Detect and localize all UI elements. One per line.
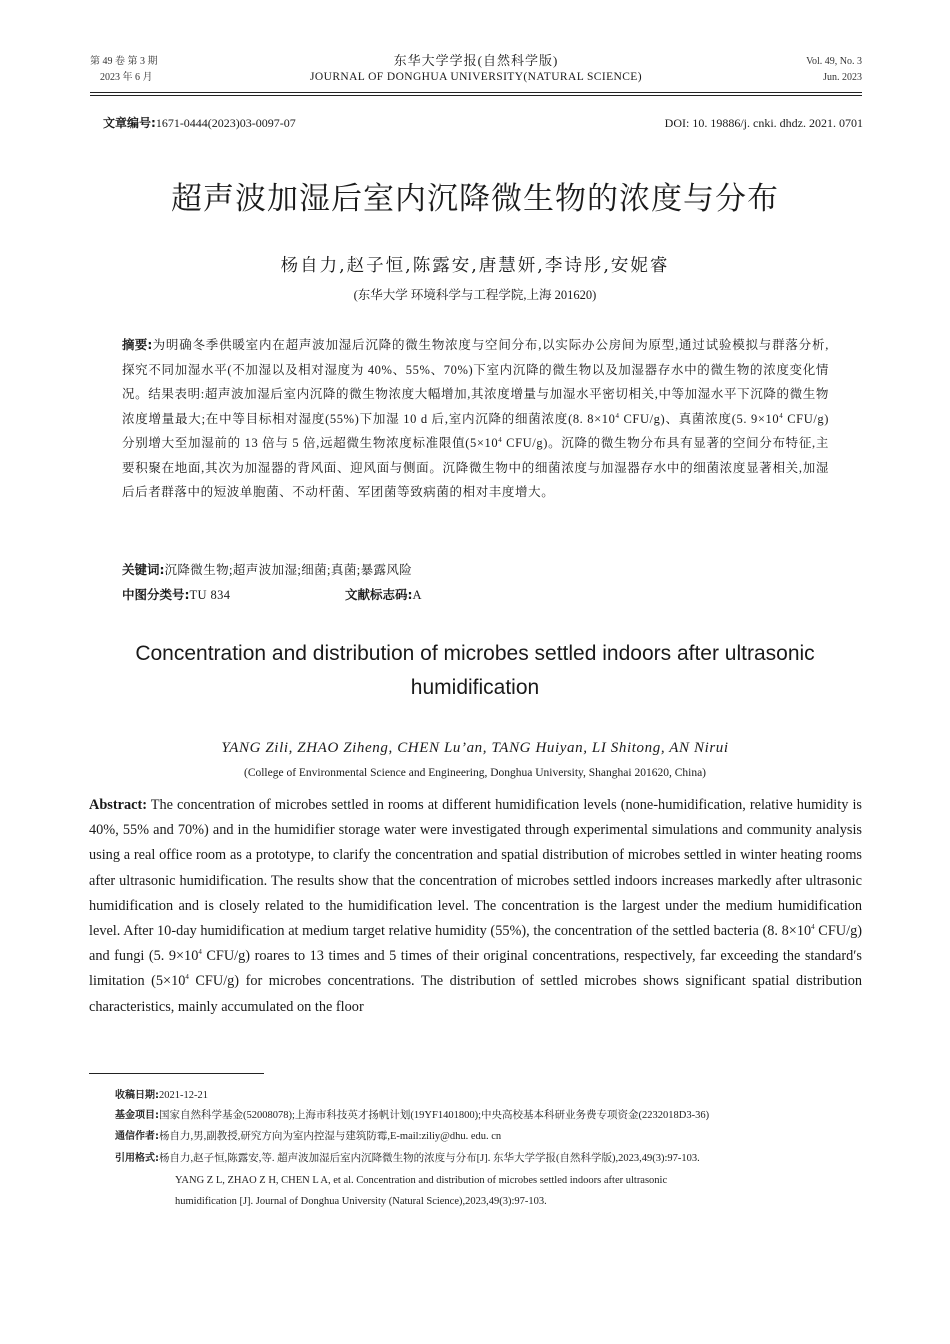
authors-cn: 杨自力,赵子恒,陈露安,唐慧妍,李诗彤,安妮睿 — [280, 256, 670, 276]
exponent: 4 — [779, 411, 784, 420]
exponent: 4 — [498, 435, 503, 444]
date-cn: 2023 年 6 月 — [100, 72, 153, 83]
fund-value: 国家自然科学基金(52008078);上海市科技英才扬帆计划(19YF1401800);中央高校基本科研业务费专项资金(2232018D3-36) — [159, 1110, 710, 1121]
abstract-cn-part3: CFU/g)分别增大至加湿前的 13 倍与 5 倍,远超微生物浓度标准限值(5×10 — [122, 411, 830, 450]
abstract-en-part1: The concentration of microbes settled in rooms at different humidification levels (none-humidification, relative humidity is 40%, 55% and 70%) and in the humidifier storage water were investigated through experimental simulations and community analysis using a real office room as a prototype, to clarify the concentration and spatial distribution of microbes settled in winter heating rooms after ultrasonic humidification. The results show that the concentration of microbes settled indoors increases markedly after ultrasonic humidification and is closely related to the humidification level. The concentration is the largest under the medium humidification level. After 10-day humidification at medium target relative humidity (55%), the concentration of the settled bacteria (8. 8×10 — [89, 797, 862, 940]
footnote-received — [115, 1086, 862, 1105]
cite-cn: 杨自力,赵子恒,陈露安,等. 超声波加湿后室内沉降微生物的浓度与分布[J]. 东华大学学报(自然科学版),2023,49(3):97-103. — [159, 1153, 700, 1164]
exponent: 4 — [615, 411, 620, 420]
abstract-en — [89, 793, 862, 1020]
corr-value: 杨自力,男,副教授,研究方向为室内控湿与建筑防霉,E-mail:ziliy@dhu. edu. cn — [159, 1131, 502, 1142]
header-left — [90, 54, 158, 86]
abstract-cn-label: 摘要: — [122, 337, 153, 352]
footnote-fund — [115, 1106, 862, 1125]
keywords-label: 关键词: — [122, 562, 165, 577]
abstract-cn — [122, 333, 829, 505]
doc-code-value: A — [412, 588, 422, 602]
journal-name-cn: 东华大学学报(自然科学版) — [393, 53, 559, 68]
title-en: Concentration and distribution of microbes settled indoors after ultrasonic humidification — [135, 642, 815, 699]
article-meta — [103, 115, 863, 131]
exponent: 4 — [811, 923, 815, 932]
header-rule-thick — [90, 92, 862, 93]
exponent: 4 — [185, 973, 189, 982]
fund-label: 基金项目: — [115, 1110, 159, 1121]
received-value: 2021-12-21 — [159, 1090, 208, 1101]
abstract-cn-part2: CFU/g)、真菌浓度(5. 9×10 — [619, 411, 780, 426]
doc-code-label: 文献标志码: — [345, 587, 413, 602]
abstract-en-part3: CFU/g) roares to 13 times and 5 times of their original concentrations, respectively, far exceeding the standard′s limitation (5×10 — [89, 948, 862, 990]
date-en: Jun. 2023 — [823, 72, 862, 83]
keywords-cn — [122, 559, 829, 581]
abstract-en-part2: CFU/g) and fungi (5. 9×10 — [89, 923, 862, 965]
journal-name-en: JOURNAL OF DONGHUA UNIVERSITY(NATURAL SCIENCE) — [310, 71, 642, 83]
abstract-cn-part4: CFU/g)。沉降的微生物分布具有显著的空间分布特征,主要积聚在地面,其次为加湿器的背风面、迎风面与侧面。沉降微生物中的细菌浓度与加湿器存水中的细菌浓度显著相关,加湿后后者群落中的短波单胞菌、不动杆菌、军团菌等致病菌的相对丰度增大。 — [122, 436, 829, 499]
affiliation-cn: (东华大学 环境科学与工程学院,上海 201620) — [353, 288, 597, 302]
footnote-corresponding — [115, 1127, 862, 1146]
affiliation-en: (College of Environmental Science and Engineering, Donghua University, Shanghai 201620, China) — [243, 767, 707, 779]
running-header — [90, 52, 862, 92]
footnote-citation — [115, 1149, 862, 1168]
cite-en-line2: humidification [J]. Journal of Donghua University (Natural Science),2023,49(3):97-103. — [175, 1196, 547, 1207]
title-cn: 超声波加湿后室内沉降微生物的浓度与分布 — [171, 181, 779, 217]
volume-en: Vol. 49, No. 3 — [806, 56, 862, 67]
exponent: 4 — [198, 948, 202, 957]
cite-label: 引用格式: — [115, 1153, 159, 1164]
header-center — [240, 52, 712, 85]
doi-link[interactable]: DOI: 10. 19886/j. cnki. dhdz. 2021. 0701 — [664, 116, 863, 130]
classification-line — [122, 584, 829, 606]
volume-cn: 第 49 卷 第 3 期 — [90, 56, 158, 67]
doc-code — [345, 584, 422, 606]
authors-en: YANG Zili, ZHAO Ziheng, CHEN Lu’an, TANG Huiyan, LI Shitong, AN Nirui — [221, 740, 729, 756]
abstract-en-label: Abstract: — [89, 797, 147, 813]
clc-value: TU 834 — [189, 588, 231, 602]
keywords-value: 沉降微生物;超声波加湿;细菌;真菌;暴露风险 — [164, 563, 413, 577]
footnote-rule — [89, 1073, 264, 1074]
clc-label: 中图分类号: — [122, 587, 190, 602]
received-label: 收稿日期: — [115, 1090, 159, 1101]
abstract-cn-part1: 为明确冬季供暖室内在超声波加湿后沉降的微生物浓度与空间分布,以实际办公房间为原型,通过试验模拟与群落分析,探究不同加湿水平(不加湿以及相对湿度为 40%、55%、70%)下室内沉降的微生物以及加湿器存水中的微生物的浓度变化情况。结果表明:超声波加湿后室内沉降的微生物浓度大幅增加,其浓度增量与加湿水平密切相关,中等加湿水平下沉降的微生物浓度增量最大;在中等目标相对湿度(55%)下加湿 10 d 后,室内沉降的细菌浓度(8. 8×10 — [122, 338, 830, 426]
article-no-label: 文章编号: — [103, 116, 156, 130]
cite-en-line1: YANG Z L, ZHAO Z H, CHEN L A, et al. Concentration and distribution of microbes settled indoors after ultrasonic — [175, 1175, 668, 1186]
header-right — [806, 54, 862, 86]
abstract-en-part4: CFU/g) for microbes concentrations. The distribution of settled microbes shows significant spatial distribution characteristics, mainly accumulated on the floor — [89, 973, 862, 1015]
header-rule-thin — [90, 95, 862, 96]
corr-label: 通信作者: — [115, 1131, 159, 1142]
article-no: 1671-0444(2023)03-0097-07 — [155, 116, 296, 130]
